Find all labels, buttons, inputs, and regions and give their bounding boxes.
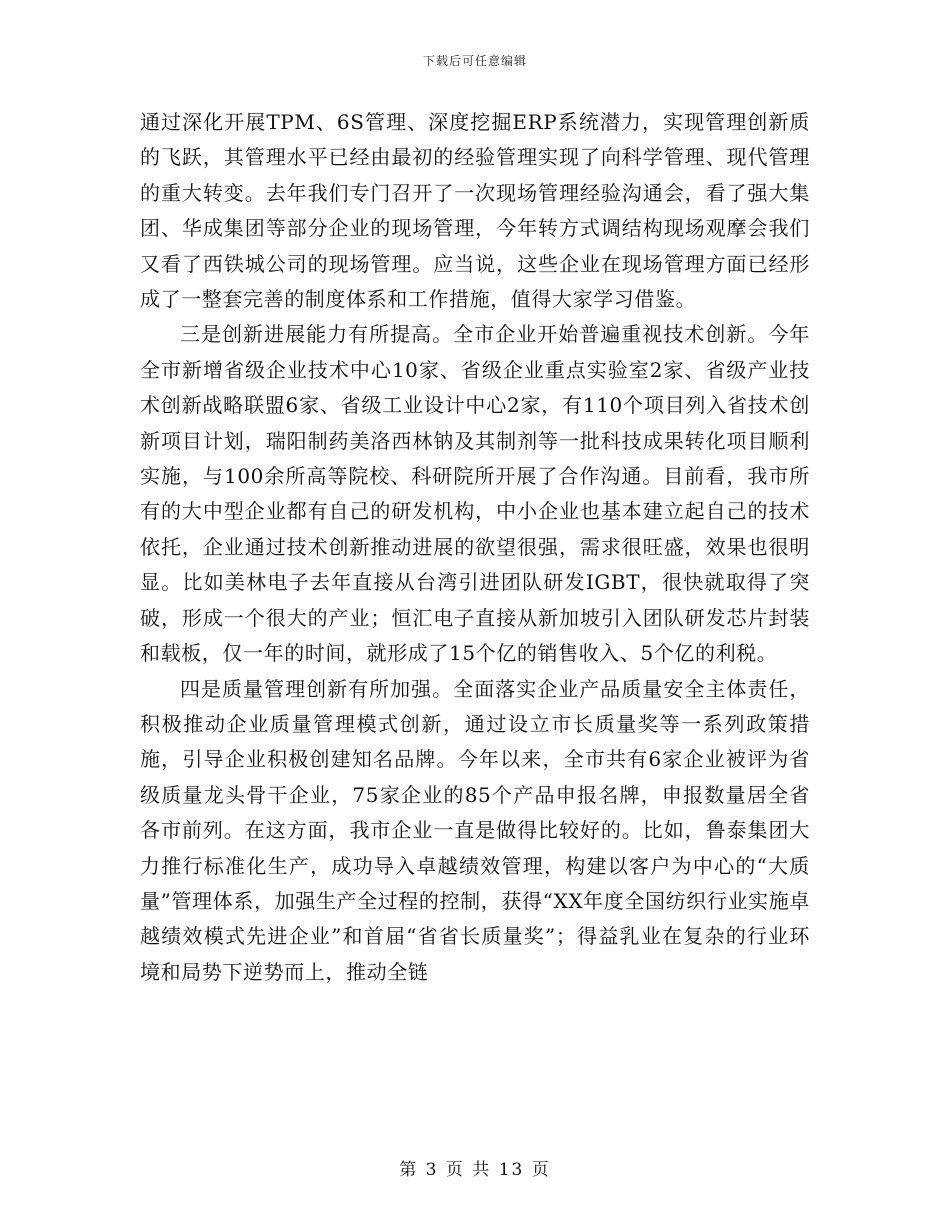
body-paragraph-3: 四是质量管理创新有所加强。全面落实企业产品质量安全主体责任，积极推动企业质量管理模式创新，通过设立市长质量奖等一系列政策措施，引导企业积极创建知名品牌。今年以来，全市共有6家企业被评为省级质量龙头骨干企业，75家企业的85个产品申报名牌，申报数量居全省各市前列。在这方面，我市企业一直是做得比较好的。比如，鲁泰集团大力推行标准化生产，成功导入卓越绩效管理，构建以客户为中心的“大质量”管理体系，加强生产全过程的控制，获得“XX年度全国纺织行业实施卓越绩效模式先进企业”和首届“省省长质量奖”；得益乳业在复杂的行业环境和局势下逆势而上，推动全链 <box>140 676 810 984</box>
body-paragraph-1: 通过深化开展TPM、6S管理、深度挖掘ERP系统潜力，实现管理创新质的飞跃，其管理水平已经由最初的经验管理实现了向科学管理、现代管理的重大转变。去年我们专门召开了一次现场管理经验沟通会，看了强大集团、华成集团等部分企业的现场管理，今年转方式调结构现场观摩会我们又看了西铁城公司的现场管理。应当说，这些企业在现场管理方面已经形成了一整套完善的制度体系和工作措施，值得大家学习借鉴。 <box>140 110 810 312</box>
page-header: 下载后可任意编辑 <box>422 54 527 68</box>
body-paragraph-2: 三是创新进展能力有所提高。全市企业开始普遍重视技术创新。今年全市新增省级企业技术中心10家、省级企业重点实验室2家、省级产业技术创新战略联盟6家、省级工业设计中心2家，有110个项目列入省技术创新项目计划，瑞阳制药美洛西林钠及其制剂等一批科技成果转化项目顺利实施，与100余所高等院校、科研院所开展了合作沟通。目前看，我市所有的大中型企业都有自己的研发机构，中小企业也基本建立起自己的技术依托，企业通过技术创新推动进展的欲望很强，需求很旺盛，效果也很明显。比如美林电子去年直接从台湾引进团队研发IGBT，很快就取得了突破，形成一个很大的产业；恒汇电子直接从新加坡引入团队研发芯片封装和载板，仅一年的时间，就形成了15个亿的销售收入、5个亿的利税。 <box>140 322 810 666</box>
document-body <box>140 105 810 990</box>
page-number-footer: 第 3 页 共 13 页 <box>399 1160 551 1180</box>
